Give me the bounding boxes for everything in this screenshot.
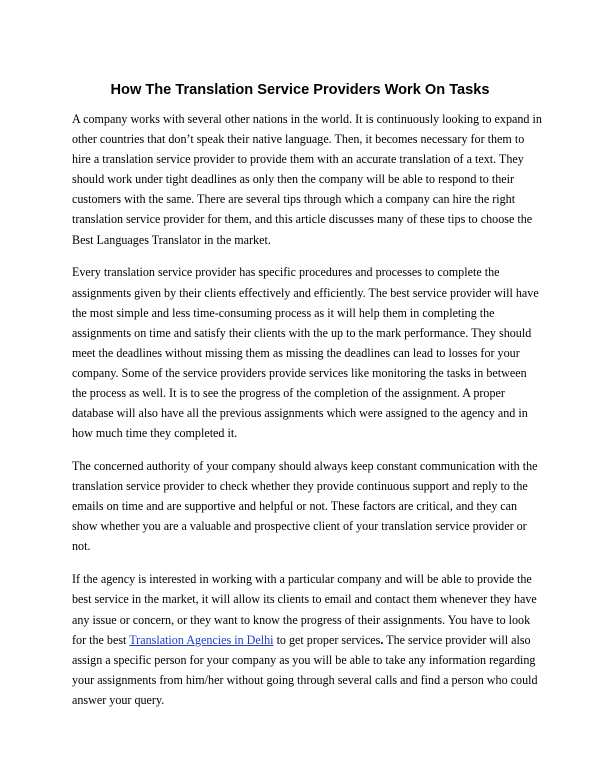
paragraph-line: best service in the market, it will allow its clients to email and contact them whenever they have xyxy=(72,592,537,607)
paragraph-line: emails on time and are supportive and helpful or not. These factors are critical, and they can xyxy=(72,499,518,514)
paragraph-3 xyxy=(72,456,547,556)
paragraph-line: hire a translation service provider to provide them with an accurate translation of a text. They xyxy=(72,152,524,167)
paragraph-line: the most simple and less time-consuming process as it will help them in completing the xyxy=(72,305,495,320)
paragraph-line: If the agency is interested in working with a particular company and will be able to provide the xyxy=(72,572,532,587)
link-line-prefix: for the best xyxy=(72,632,130,647)
paragraph-line: assignments on time and satisfy their clients with the up to the mark performance. They should xyxy=(72,325,532,340)
paragraph-line: not. xyxy=(72,539,91,554)
paragraph-line: answer your query. xyxy=(72,692,165,707)
paragraph-line: assignments given by their clients effectively and efficiently. The best service provider will have xyxy=(72,285,539,300)
paragraph-line: database will also have all the previous assignments which were assigned to the agency and in xyxy=(72,406,528,421)
paragraph-line: how much time they completed it. xyxy=(72,426,238,441)
paragraph-line: any issue or concern, or they want to know the progress of their assignments. You have to look xyxy=(72,612,531,627)
paragraph-line: The concerned authority of your company should always keep constant communication with the xyxy=(72,459,538,474)
paragraph-line: assign a specific person for your company as you will be able to take any information regarding xyxy=(72,652,536,667)
bold-period: . xyxy=(380,632,384,647)
paragraph-line: your assignments from him/her without going through several calls and find a person who could xyxy=(72,672,538,687)
link-line-suffix: The service provider will also xyxy=(383,632,531,647)
paragraph-line: customers with the same. There are several tips through which a company can hire the right xyxy=(72,192,516,207)
paragraph-line-with-link xyxy=(72,630,547,650)
paragraph-line: the process as well. It is to see the progress of the completion of the assignment. A proper xyxy=(72,386,505,401)
paragraph-4 xyxy=(72,569,547,710)
translation-agencies-link[interactable]: Translation Agencies in Delhi xyxy=(129,632,274,647)
paragraph-1 xyxy=(72,109,547,250)
paragraph-line: show whether you are a valuable and prospective client of your translation service provider or xyxy=(72,519,527,534)
paragraph-line: meet the deadlines without missing them as missing the deadlines can lead to losses for your xyxy=(72,345,520,360)
paragraph-line: should work under tight deadlines as only then the company will be able to respond to their xyxy=(72,172,515,187)
document-body xyxy=(72,109,547,723)
document-title: How The Translation Service Providers Work On Tasks xyxy=(110,82,490,98)
paragraph-line: other countries that don’t speak their native language. Then, it becomes necessary for them to xyxy=(72,132,525,147)
paragraph-line: translation service provider to check whether they provide continuous support and reply to the xyxy=(72,479,528,494)
paragraph-line: company. Some of the service providers provide services like monitoring the tasks in between xyxy=(72,365,527,380)
paragraph-2 xyxy=(72,262,547,443)
link-line-middle: to get proper services xyxy=(273,632,381,647)
paragraph-line: Best Languages Translator in the market. xyxy=(72,232,271,247)
paragraph-line: Every translation service provider has specific procedures and processes to complete the xyxy=(72,265,500,280)
paragraph-line: A company works with several other nations in the world. It is continuously looking to expand in xyxy=(72,112,542,126)
paragraph-line: translation service provider for them, and this article discusses many of these tips to choose the xyxy=(72,212,533,227)
